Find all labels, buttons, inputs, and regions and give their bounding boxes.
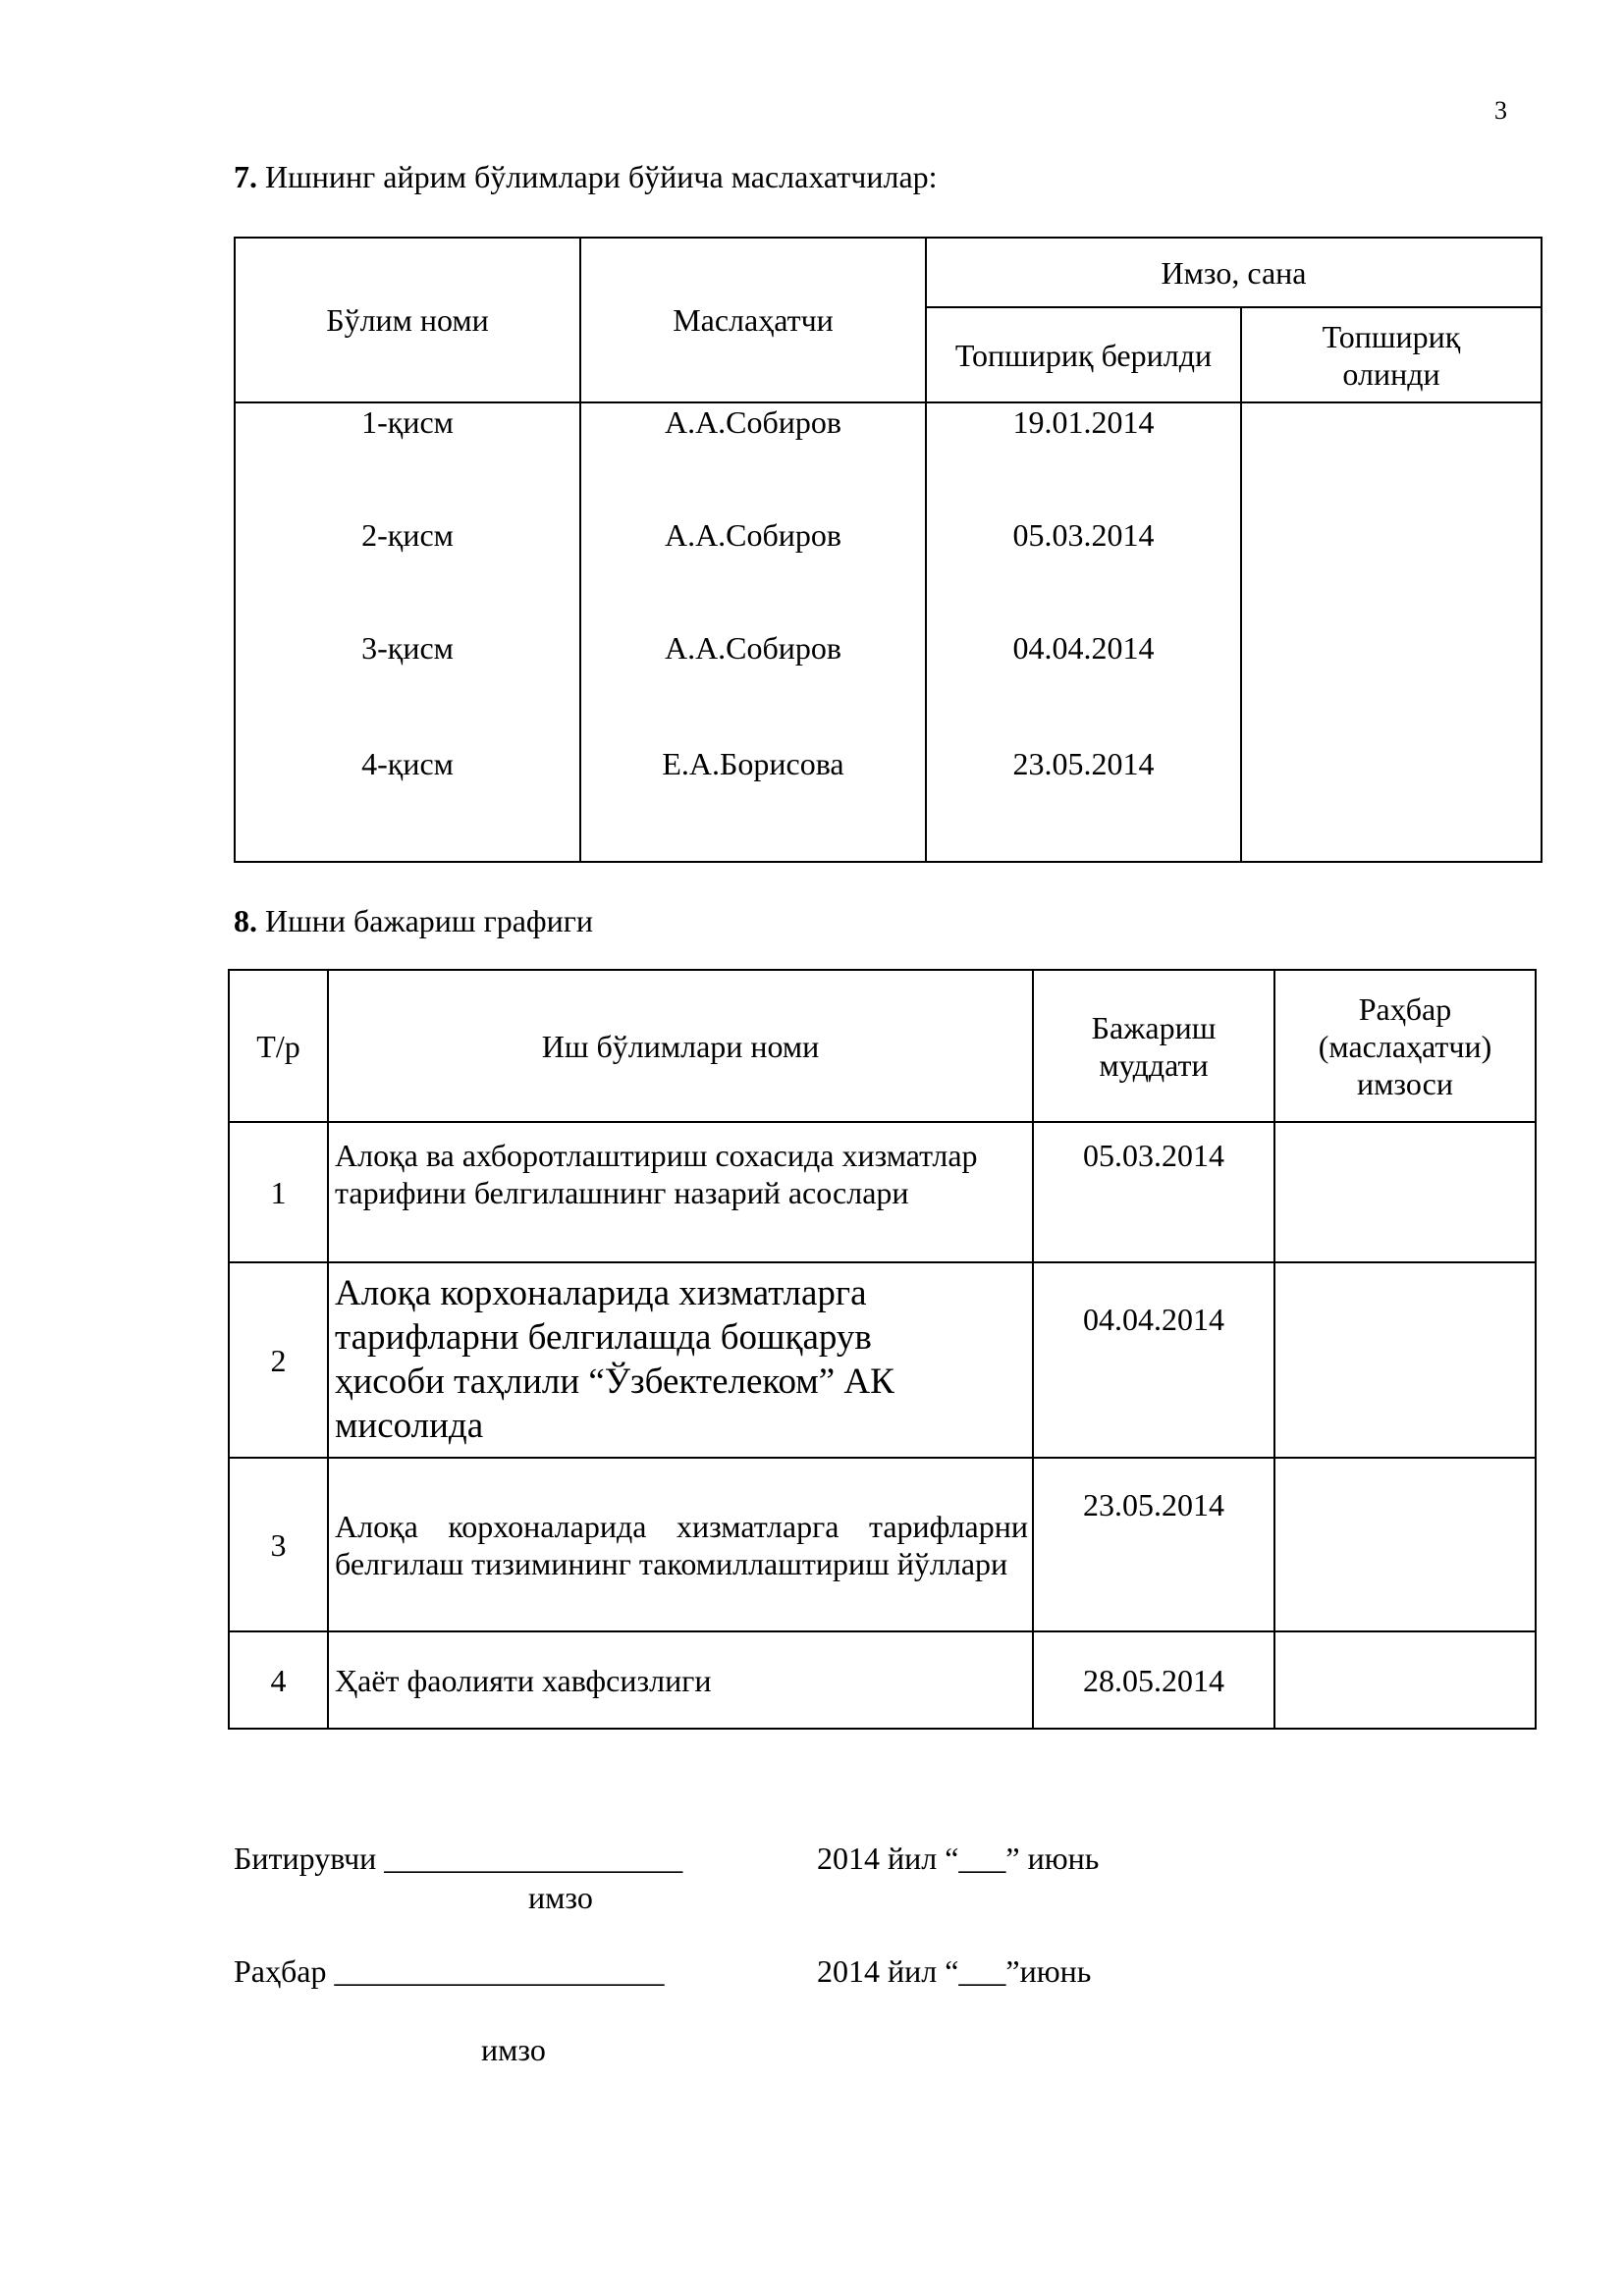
schedule-table xyxy=(228,969,1537,1730)
table-row xyxy=(229,1262,1536,1458)
cell-number: 2 xyxy=(229,1262,328,1458)
header-deadline xyxy=(1033,970,1274,1122)
work-name-line: тарифларни белгилашда бошқарув xyxy=(335,1317,872,1358)
graduate-signature-line xyxy=(234,1841,682,1877)
work-name-line: Ҳаёт фаолияти хавфсизлиги xyxy=(335,1662,712,1698)
cell-consultant: Е.А.Борисова xyxy=(580,745,926,862)
cell-work-name xyxy=(328,1631,1033,1729)
cell-consultant: А.А.Собиров xyxy=(580,629,926,745)
cell-signature xyxy=(1274,1262,1536,1458)
header-task-received xyxy=(1241,307,1542,402)
consultants-table xyxy=(234,237,1543,863)
section-7-number: 7. xyxy=(234,159,257,194)
cell-section: 2-қисм xyxy=(235,516,580,629)
work-name-line: тарифини белгилашнинг назарий асослари xyxy=(335,1175,909,1210)
supervisor-signature-caption: имзо xyxy=(481,2032,546,2067)
graduate-signature-caption: имзо xyxy=(528,1880,593,1915)
cell-signature xyxy=(1274,1631,1536,1729)
work-name-line: Алоқа корхоналарида хизматларга тарифларни xyxy=(335,1508,1028,1544)
section-8-title: Ишни бажариш графиги xyxy=(257,903,593,938)
header-section-name: Бўлим номи xyxy=(235,238,580,402)
section-8-heading xyxy=(234,903,593,939)
cell-received xyxy=(1241,402,1542,516)
cell-consultant: А.А.Собиров xyxy=(580,402,926,516)
work-name-line: Алоқа корхоналарида хизматларга xyxy=(335,1273,867,1313)
header-signature-line2: (маслаҳатчи) xyxy=(1318,1028,1492,1064)
cell-signature xyxy=(1274,1122,1536,1262)
cell-work-name xyxy=(328,1122,1033,1262)
section-7-heading xyxy=(234,159,938,195)
work-name-line: белгилаш тизимининг такомиллаштириш йўллари xyxy=(335,1545,1008,1581)
cell-given-date: 05.03.2014 xyxy=(926,516,1241,629)
header-deadline-line2: муддати xyxy=(1099,1046,1209,1083)
table-row xyxy=(235,516,1542,629)
cell-section: 3-қисм xyxy=(235,629,580,745)
header-number: Т/р xyxy=(229,970,328,1122)
cell-received xyxy=(1241,629,1542,745)
table-row xyxy=(235,402,1542,516)
header-deadline-line1: Бажариш xyxy=(1091,1009,1217,1045)
header-supervisor-signature xyxy=(1274,970,1536,1122)
cell-section: 4-қисм xyxy=(235,745,580,862)
section-7-title: Ишнинг айрим бўлимлари бўйича маслахатчилар: xyxy=(257,159,938,194)
cell-number: 3 xyxy=(229,1458,328,1631)
graduate-label: Битирувчи xyxy=(234,1841,377,1876)
table-row xyxy=(229,1631,1536,1729)
work-name-line: ҳисоби таҳлили “Ўзбектелеком” АК xyxy=(335,1362,894,1402)
cell-received xyxy=(1241,516,1542,629)
cell-number: 4 xyxy=(229,1631,328,1729)
page-number: 3 xyxy=(1494,96,1507,125)
work-name-line: Алоқа ва ахборотлаштириш сохасида хизматлар xyxy=(335,1138,978,1173)
table-row xyxy=(229,1458,1536,1631)
header-signature-line3: имзоси xyxy=(1357,1065,1453,1101)
header-task-given: Топшириқ берилди xyxy=(926,307,1241,402)
cell-section: 1-қисм xyxy=(235,402,580,516)
header-signature-date: Имзо, сана xyxy=(926,238,1542,307)
supervisor-signature-line xyxy=(234,1953,664,1990)
section-8-number: 8. xyxy=(234,903,257,938)
table-row xyxy=(235,745,1542,862)
supervisor-date: 2014 йил “___”июнь xyxy=(817,1953,1092,1989)
cell-deadline: 05.03.2014 xyxy=(1033,1122,1274,1262)
cell-deadline: 04.04.2014 xyxy=(1033,1262,1274,1458)
cell-work-name xyxy=(328,1458,1033,1631)
graduate-signature-blank[interactable]: ___________________ xyxy=(384,1841,683,1876)
header-task-received-line2: олинди xyxy=(1342,355,1440,392)
table-row xyxy=(229,1122,1536,1262)
header-consultant: Маслаҳатчи xyxy=(580,238,926,402)
table-row xyxy=(235,629,1542,745)
supervisor-signature-blank[interactable]: _____________________ xyxy=(334,1953,665,1989)
cell-deadline: 28.05.2014 xyxy=(1033,1631,1274,1729)
cell-received xyxy=(1241,745,1542,862)
header-signature-line1: Раҳбар xyxy=(1358,990,1452,1027)
graduate-date: 2014 йил “___” июнь xyxy=(817,1841,1100,1876)
work-name-line: мисолида xyxy=(335,1406,484,1446)
header-work-name: Иш бўлимлари номи xyxy=(328,970,1033,1122)
supervisor-label: Раҳбар xyxy=(234,1953,327,1989)
cell-given-date: 19.01.2014 xyxy=(926,402,1241,516)
cell-given-date: 23.05.2014 xyxy=(926,745,1241,862)
cell-given-date: 04.04.2014 xyxy=(926,629,1241,745)
cell-number: 1 xyxy=(229,1122,328,1262)
cell-deadline: 23.05.2014 xyxy=(1033,1458,1274,1631)
header-task-received-line1: Топшириқ xyxy=(1322,318,1461,354)
cell-work-name xyxy=(328,1262,1033,1458)
cell-consultant: А.А.Собиров xyxy=(580,516,926,629)
cell-signature xyxy=(1274,1458,1536,1631)
